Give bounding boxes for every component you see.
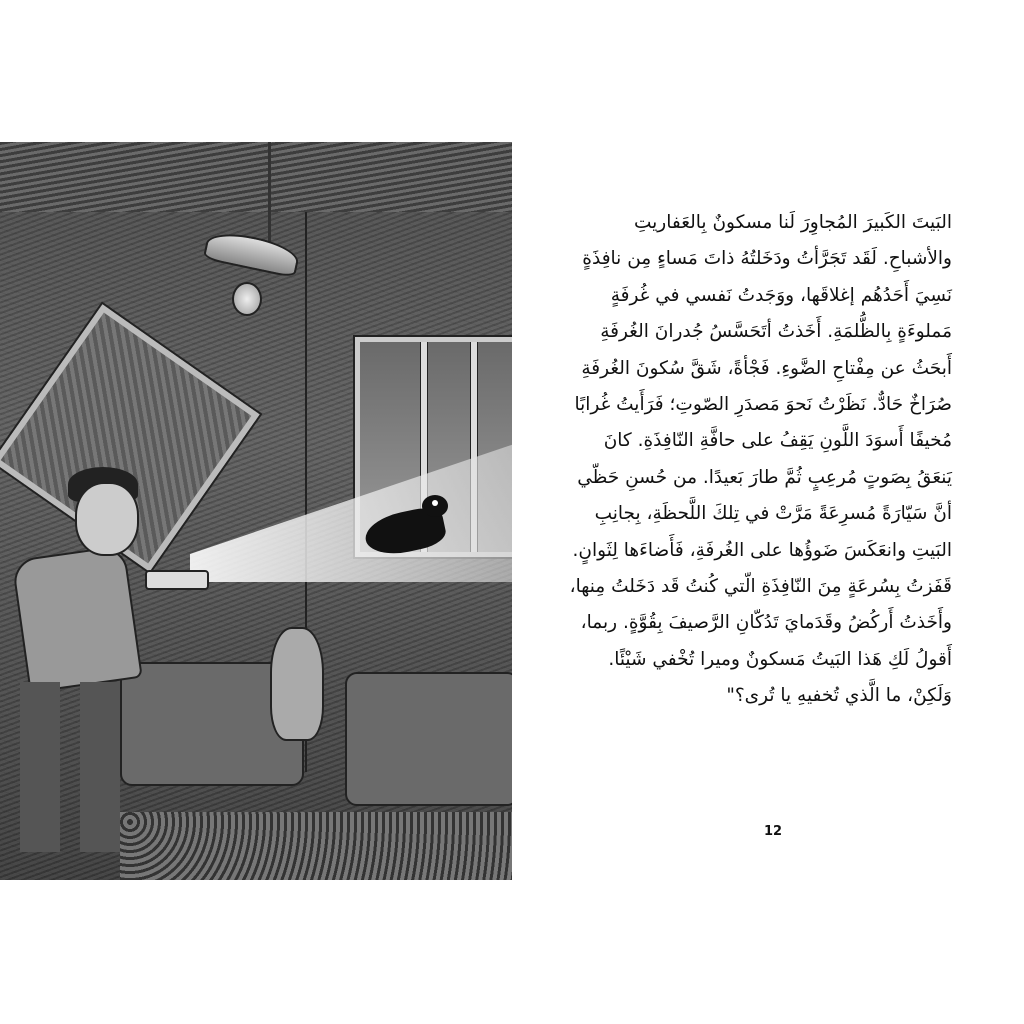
flashlight-icon bbox=[145, 570, 209, 590]
text-line: مَملوءَةٍ بِالظُّلمَةِ. أَخَذتُ أتَحَسَّسُ جُدرانَ الغُرفَةِ bbox=[600, 321, 952, 343]
sofa-right bbox=[345, 672, 512, 806]
text-line: صُرَاخٌ حَادٌّ. نَظَرْتُ نَحوَ مَصدَرِ الصّوتِ؛ فَرَأَيتُ غُرابًا bbox=[574, 394, 952, 416]
text-line: أَقولُ لَكِ هَذا البَيتُ مَسكونٌ وميرا تُخْفي شَيْئًا. bbox=[608, 648, 952, 670]
story-text bbox=[560, 205, 952, 715]
text-line: وَلَكِنْ، ما الَّذي تُخفيهِ يا تُرى؟" bbox=[726, 685, 952, 707]
floor-rug bbox=[120, 812, 512, 880]
text-line: أنَّ سَيّارَةً مُسرِعَةً مَرَّتْ في تِلكَ اللَّحظَةِ، بِجانِبِ bbox=[594, 503, 952, 525]
text-line: نَسِيَ أَحَدُهُم إغلاقَها، ووَجَدتُ نَفسي في غُرفَةٍ bbox=[610, 284, 952, 306]
text-line: يَنعَقُ بِصَوتٍ مُرعِبٍ ثُمَّ طارَ بَعيدًا. من حُسنِ حَظّي bbox=[577, 466, 952, 488]
vase bbox=[270, 627, 324, 741]
crow-head bbox=[422, 495, 448, 517]
lamp-shade-icon bbox=[203, 228, 302, 279]
text-line: والأشباحِ. لَقَد تَجَرَّأتُ ودَخَلتُهُ ذاتَ مَساءٍ مِن نافِذَةٍ bbox=[582, 248, 952, 270]
light-bulb-icon bbox=[232, 282, 262, 316]
illustration-boy-and-crow bbox=[0, 142, 512, 880]
crow-eye bbox=[432, 500, 438, 506]
text-line: وأَخَذتُ أَركُضُ وقَدَمايَ تَدُكّانِ الرَّصيفَ بِقُوَّةٍ. ربما، bbox=[580, 612, 952, 634]
text-line: البَيتَ الكَبيرَ المُجاوِرَ لَنا مسكونٌ بِالعَفاريتِ bbox=[633, 212, 952, 233]
text-line: البَيتِ وانعَكَسَ ضَوؤُها على الغُرفَةِ، فَأَضاءَها لِثَوانٍ. bbox=[572, 539, 952, 561]
flashlight-beam bbox=[190, 442, 512, 582]
text-line: قَفَزتُ بِسُرعَةٍ مِنَ النّافِذَةِ الّتي كُنتُ قَد دَخَلتُ مِنها، bbox=[569, 576, 952, 598]
boy-body bbox=[11, 545, 143, 694]
page-number: 12 bbox=[763, 824, 783, 839]
text-line: أَبحَثُ عن مِفْتاحِ الضَّوءِ. فَجْأةً، شَقَّ سُكونَ الغُرفَةِ bbox=[581, 357, 952, 379]
text-line: مُخيفًا أَسوَدَ اللَّونِ يَقِفُ على حافَّةِ النّافِذَةِ. كانَ bbox=[603, 430, 952, 452]
boy-legs bbox=[20, 682, 120, 852]
lamp-chain bbox=[268, 142, 271, 242]
ceiling bbox=[0, 142, 512, 212]
boy-head bbox=[75, 482, 139, 556]
